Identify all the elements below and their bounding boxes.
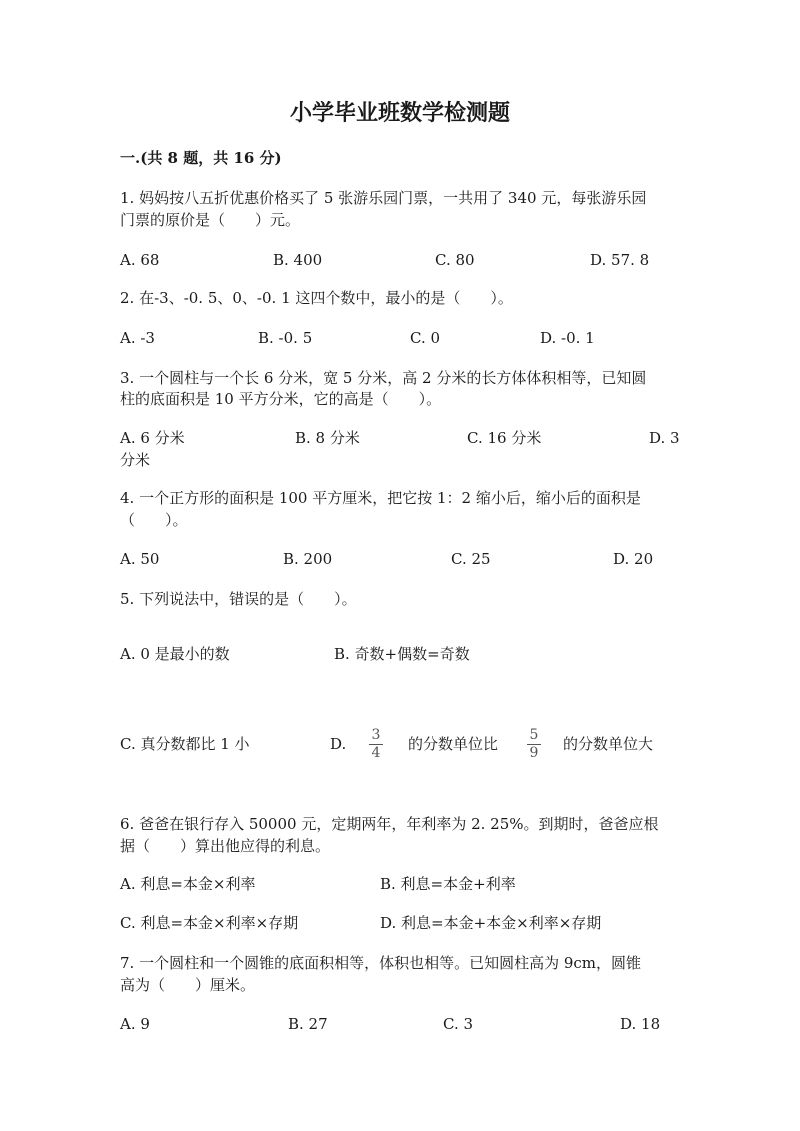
question-6-option-a: A. 利息=本金×利率 (120, 875, 256, 893)
question-7-stem-line-1: 7. 一个圆柱和一个圆锥的底面积相等，体积也相等。已知圆柱高为 9cm，圆锥 (120, 954, 642, 972)
question-7-option-a: A. 9 (120, 1015, 150, 1033)
question-1-option-b: B. 400 (273, 251, 323, 269)
question-7-option-d: D. 18 (620, 1015, 661, 1033)
question-6-stem-line-1: 6. 爸爸在银行存入 50000 元，定期两年，年利率为 2. 25%。到期时，爸爸应根 (120, 815, 659, 833)
section-heading: 一.(共 8 题，共 16 分) (120, 149, 282, 167)
question-4-option-c: C. 25 (451, 550, 491, 568)
question-2-option-a: A. -3 (120, 329, 155, 347)
question-5-option-a: A. 0 是最小的数 (120, 645, 230, 663)
fraction-denominator: 9 (529, 745, 539, 761)
question-6-option-d: D. 利息=本金+本金×利率×存期 (380, 914, 602, 932)
question-4-option-a: A. 50 (120, 550, 160, 568)
question-7-option-c: C. 3 (443, 1015, 474, 1033)
question-3-option-d: D. 3 (649, 429, 680, 447)
question-3-stem-line-1: 3. 一个圆柱与一个长 6 分米，宽 5 分米，高 2 分米的长方体体积相等，已知圆 (120, 369, 647, 387)
question-2-option-d: D. -0. 1 (540, 329, 595, 347)
question-5-stem-line-1: 5. 下列说法中，错误的是（ ）。 (120, 590, 357, 608)
question-6-option-c: C. 利息=本金×利率×存期 (120, 914, 299, 932)
fraction-denominator: 4 (371, 745, 381, 761)
question-7-option-b: B. 27 (288, 1015, 328, 1033)
question-3-stem-line-2: 柱的底面积是 10 平方分米，它的高是（ ）。 (120, 390, 442, 408)
fraction-five-ninths (524, 728, 544, 761)
question-4-stem-line-1: 4. 一个正方形的面积是 100 平方厘米，把它按 1：2 缩小后，缩小后的面积是 (120, 489, 641, 507)
question-3-option-a: A. 6 分米 (120, 429, 185, 447)
question-5-option-d: D. (330, 735, 347, 753)
question-2-stem-line-1: 2. 在-3、-0. 5、0、-0. 1 这四个数中，最小的是（ ）。 (120, 289, 513, 307)
question-1-stem-line-1: 1. 妈妈按八五折优惠价格买了 5 张游乐园门票，一共用了 340 元，每张游乐园 (120, 189, 647, 207)
question-3-option-c: C. 16 分米 (467, 429, 542, 447)
question-5-option-d-end: 的分数单位大 (563, 735, 654, 753)
question-3-option-d-unit: 分米 (120, 451, 151, 469)
question-6-option-b: B. 利息=本金+利率 (380, 875, 516, 893)
question-3-option-b: B. 8 分米 (295, 429, 360, 447)
page-title: 小学毕业班数学检测题 (289, 100, 510, 126)
question-5-option-b: B. 奇数+偶数=奇数 (334, 645, 470, 663)
question-1-option-a: A. 68 (120, 251, 160, 269)
question-5-option-d-middle: 的分数单位比 (408, 735, 499, 753)
question-6-stem-line-2: 据（ ）算出他应得的利息。 (120, 837, 331, 855)
question-4-option-b: B. 200 (283, 550, 333, 568)
fraction-three-quarters (366, 728, 386, 761)
question-7-stem-line-2: 高为（ ）厘米。 (120, 976, 256, 994)
question-5-option-c: C. 真分数都比 1 小 (120, 735, 250, 753)
question-1-option-c: C. 80 (435, 251, 475, 269)
question-4-option-d: D. 20 (613, 550, 654, 568)
fraction-numerator: 5 (529, 727, 539, 743)
question-2-option-b: B. -0. 5 (258, 329, 313, 347)
question-1-stem-line-2: 门票的原价是（ ）元。 (120, 211, 301, 229)
question-4-stem-line-2: （ ）。 (120, 511, 188, 529)
question-2-option-c: C. 0 (410, 329, 441, 347)
question-1-option-d: D. 57. 8 (590, 251, 650, 269)
fraction-numerator: 3 (371, 727, 381, 743)
